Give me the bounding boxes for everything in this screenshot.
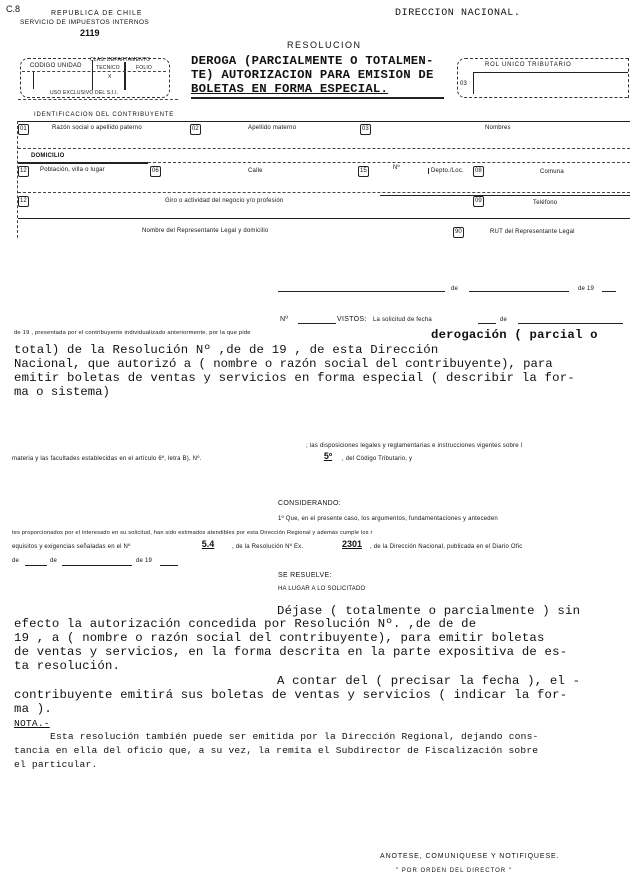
considerando-day-blank bbox=[25, 565, 47, 566]
field-code-01: 01 bbox=[18, 124, 29, 135]
resuelve-p2-l3: ma ). bbox=[14, 702, 52, 716]
field-label-giro: Giro o actividad del negocio y/o profesión bbox=[165, 198, 284, 204]
considerando-month-blank bbox=[62, 565, 132, 566]
domicile-label: DOMICILIO bbox=[31, 153, 65, 159]
taxpayer-section-label: IDENTIFICACION DEL CONTRIBUYENTE bbox=[34, 112, 175, 118]
date-de-label: de bbox=[451, 286, 459, 292]
considerando-line-3a: equisitos y exigencias señaladas en el Nº bbox=[12, 544, 131, 550]
vistos-line-5: ma o sistema) bbox=[14, 385, 110, 399]
field-code-12a: 12 bbox=[18, 166, 29, 177]
closing-line-2: " POR ORDEN DEL DIRECTOR " bbox=[396, 868, 512, 874]
considerando-line-4c: de 19 bbox=[136, 558, 153, 564]
date-month-blank bbox=[469, 291, 569, 292]
date-year-label: de 19 bbox=[578, 286, 595, 292]
field-code-08: 08 bbox=[473, 166, 484, 177]
vistos-text-b: de bbox=[500, 317, 508, 323]
resuelve-p2-l2: contribuyente emitirá sus boletas de ventas y servicios ( indicar la for- bbox=[14, 688, 568, 702]
considerando-line-2: tes proporcionados por el interesado en su solicitud, han sido estimados atendibles por esta Dirección Regional y además cumple los r bbox=[12, 530, 373, 536]
field-label-representante: Nombre del Representante Legal y domicilio bbox=[142, 228, 269, 234]
row3-top-right bbox=[380, 195, 630, 196]
field-label-apellido-materno: Apellido materno bbox=[248, 125, 297, 131]
resuelve-p1-l4: de ventas y servicios, en la forma descrita en la parte expositiva de es- bbox=[14, 645, 568, 659]
date-year-blank bbox=[602, 291, 616, 292]
considerando-year-blank bbox=[160, 565, 178, 566]
domicile-line-rest bbox=[148, 162, 630, 163]
vistos-label: VISTOS: bbox=[337, 316, 367, 323]
title-line-2: TE) AUTORIZACION PARA EMISION DE bbox=[191, 68, 434, 82]
considerando-value-2: 2301 bbox=[341, 539, 363, 549]
form-number: 2119 bbox=[80, 28, 100, 38]
field-label-nombres: Nombres bbox=[485, 125, 511, 131]
rut-code: 03 bbox=[460, 81, 468, 87]
vistos-day-blank bbox=[478, 323, 496, 324]
field-code-03: 03 bbox=[360, 124, 371, 135]
legal-line-1: ; las disposiciones legales y reglamentarias e instrucciones vigentes sobre l bbox=[306, 443, 523, 449]
unit-underline bbox=[18, 99, 178, 100]
unit-dept-label: CLAS. DEPARTAMENTO bbox=[90, 57, 151, 63]
unit-mark: X bbox=[108, 74, 112, 80]
unit-divider-1 bbox=[33, 71, 34, 89]
unit-code-label: CODIGO UNIDAD bbox=[30, 63, 82, 69]
rut-box-divider bbox=[473, 72, 474, 94]
unit-footer: USO EXCLUSIVO DEL S.I.I. bbox=[50, 90, 119, 96]
nota-label: NOTA.- bbox=[14, 718, 50, 729]
title-line-3: BOLETAS EN FORMA ESPECIAL. bbox=[191, 82, 389, 96]
domicile-line bbox=[18, 162, 148, 164]
row3-line bbox=[18, 218, 630, 219]
considerando-line-4b: de bbox=[50, 558, 58, 564]
considerando-label: CONSIDERANDO: bbox=[278, 500, 342, 507]
nota-line-2: tancia en ella del oficio que, a su vez, la remita el Subdirector de Fiscalización sobre bbox=[14, 745, 539, 756]
rut-label: ROL UNICO TRIBUTARIO bbox=[485, 62, 572, 68]
legal-line-2b: , del Código Tributario, y bbox=[342, 456, 413, 462]
date-place-blank bbox=[278, 291, 445, 292]
field-label-rut-representante: RUT del Representante Legal bbox=[490, 229, 575, 235]
field-label-razon-social: Razón social o apellido paterno bbox=[52, 125, 142, 131]
vistos-month-blank bbox=[518, 323, 623, 324]
legal-article-value: 5º bbox=[323, 451, 333, 461]
field-label-poblacion: Población, villa o lugar bbox=[40, 167, 105, 173]
vistos-line-4: emitir boletas de ventas y servicios en forma especial ( describir la for- bbox=[14, 371, 575, 385]
unit-row-line bbox=[22, 71, 166, 72]
row2-line bbox=[18, 192, 630, 193]
nota-line-3: el particular. bbox=[14, 759, 98, 770]
field-label-comuna: Comuna bbox=[540, 169, 564, 175]
considerando-line-3c: , de la Dirección Nacional, publicada en el Diario Ofic bbox=[370, 544, 523, 550]
unit-divider-3 bbox=[124, 62, 126, 90]
vistos-line-2: total) de la Resolución Nº ,de de 19 , de esta Dirección bbox=[14, 343, 439, 357]
doc-type: RESOLUCION bbox=[287, 40, 362, 50]
unit-divider-2 bbox=[92, 60, 93, 90]
nota-line-1: Esta resolución también puede ser emitida por la Dirección Regional, dejando cons- bbox=[50, 731, 539, 742]
agency-name: SERVICIO DE IMPUESTOS INTERNOS bbox=[20, 19, 150, 26]
unit-folio-label: FOLIO bbox=[136, 65, 153, 71]
department-label: DIRECCION NACIONAL. bbox=[395, 8, 521, 19]
resolution-number-label: Nº bbox=[280, 316, 289, 323]
resuelve-p1-l2: efecto la autorización concedida por Resolución Nº. ,de de de bbox=[14, 617, 477, 631]
resuelve-p1-l1: Déjase ( totalmente o parcialmente ) sin bbox=[277, 604, 581, 618]
considerando-line-4a: de bbox=[12, 558, 20, 564]
closing-line-1: ANOTESE, COMUNIQUESE Y NOTIFIQUESE. bbox=[380, 853, 560, 860]
rut-box-line bbox=[473, 72, 628, 73]
field-label-depto: Depto./Loc. bbox=[428, 168, 464, 174]
unit-sub-label: TECNICO bbox=[96, 65, 120, 71]
field-code-09: 09 bbox=[473, 196, 484, 207]
resuelve-label: SE RESUELVE: bbox=[278, 572, 332, 579]
considerando-line-3b: , de la Resolución Nº Ex. bbox=[232, 544, 304, 550]
vistos-small-line: de 19 , presentada por el contribuyente individualizado anteriormente, por la que pide bbox=[14, 330, 251, 336]
field-label-numero: Nº bbox=[393, 165, 400, 171]
considerando-line-1: 1º Que, en el presente caso, los argumentos, fundamentaciones y anteceden bbox=[278, 516, 498, 522]
vistos-text-a: La solicitud de fecha bbox=[373, 317, 432, 323]
vistos-line-3: Nacional, que autorizó a ( nombre o razón social del contribuyente), para bbox=[14, 357, 553, 371]
field-code-15: 15 bbox=[358, 166, 369, 177]
field-label-calle: Calle bbox=[248, 168, 263, 174]
resolution-number-blank bbox=[298, 323, 336, 324]
field-code-02: 02 bbox=[190, 124, 201, 135]
resuelve-p2-l1: A contar del ( precisar la fecha ), el - bbox=[277, 674, 581, 688]
row1-line bbox=[18, 148, 630, 149]
considerando-value-1: 5.4 bbox=[201, 539, 215, 549]
id-top-line bbox=[18, 121, 630, 122]
resuelve-sub: HA LUGAR A LO SOLICITADO bbox=[278, 586, 366, 592]
resuelve-p1-l3: 19 , a ( nombre o razón social del contribuyente), para emitir boletas bbox=[14, 631, 545, 645]
title-underline bbox=[191, 97, 444, 99]
vistos-line-1: derogación ( parcial o bbox=[431, 328, 598, 342]
field-label-telefono: Teléfono bbox=[533, 200, 558, 206]
corner-mark: C.8 bbox=[6, 4, 21, 14]
field-code-90: 90 bbox=[453, 227, 464, 238]
field-code-06: 06 bbox=[150, 166, 161, 177]
title-line-1: DEROGA (PARCIALMENTE O TOTALMEN- bbox=[191, 54, 434, 68]
legal-line-2a: materia y las facultades establecidas en el artículo 6º, letra B), Nº. bbox=[12, 456, 202, 462]
id-left-border bbox=[17, 121, 18, 238]
field-code-12b: 12 bbox=[18, 196, 29, 207]
resuelve-p1-l5: ta resolución. bbox=[14, 659, 121, 673]
country-name: REPUBLICA DE CHILE bbox=[51, 10, 143, 17]
